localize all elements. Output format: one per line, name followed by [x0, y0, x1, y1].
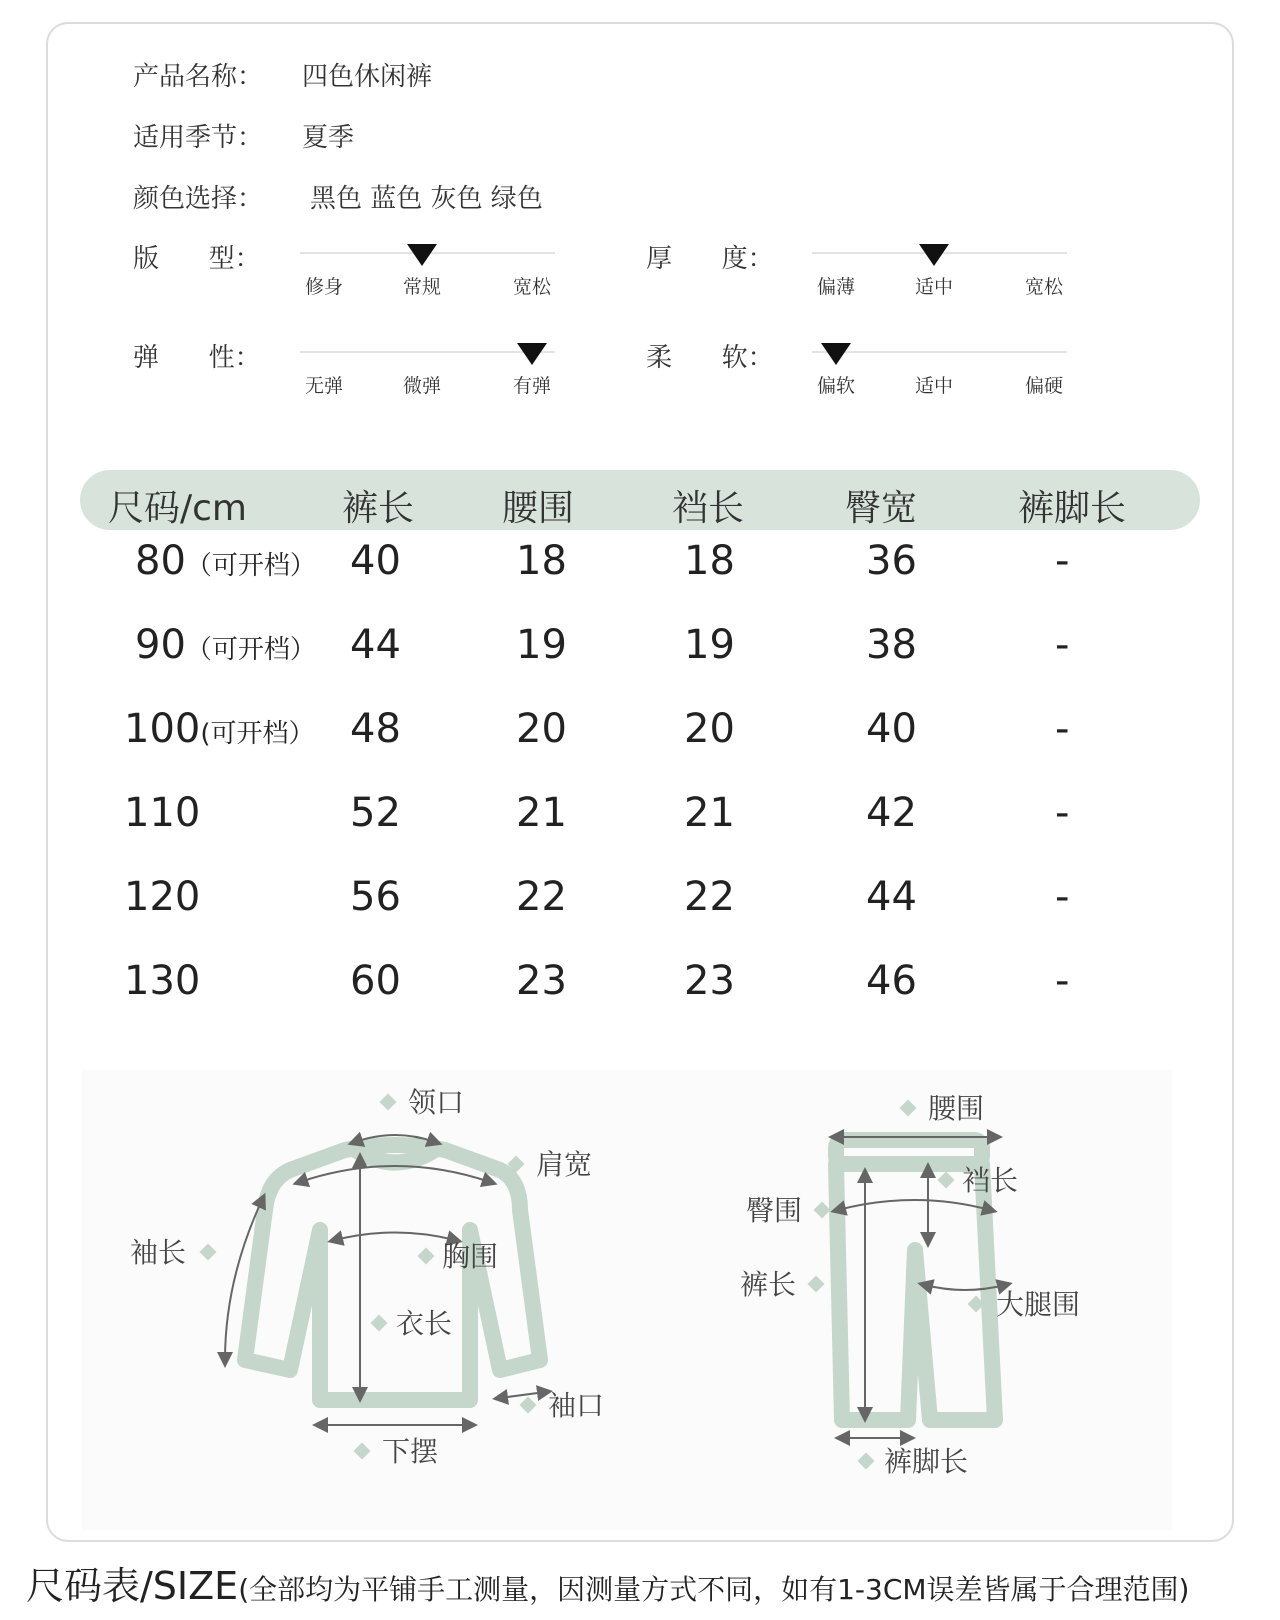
measurement-cell: 52 — [350, 790, 401, 836]
scale-label: 版 型： — [133, 244, 261, 274]
measurement-cell: - — [1055, 538, 1070, 584]
measurement-cell: 44 — [866, 874, 917, 920]
column-header: 裆长 — [672, 488, 745, 529]
measurement-cell: 20 — [516, 706, 567, 752]
measurement-cell: - — [1055, 790, 1070, 836]
scale-option: 宽松 — [512, 276, 552, 298]
label-waist: 腰围 — [928, 1092, 985, 1125]
measurement-cell: 40 — [866, 706, 917, 752]
scale-option: 偏薄 — [816, 276, 856, 298]
label-thigh: 大腿围 — [996, 1288, 1081, 1321]
leg-opening-diamond-icon — [858, 1453, 875, 1470]
measurement-cell: 20 — [684, 706, 735, 752]
label-crotch: 裆长 — [962, 1164, 1019, 1197]
scale-option: 偏硬 — [1024, 375, 1064, 397]
scale-label: 柔 软： — [646, 343, 774, 373]
product-name-value: 四色休闲裤 — [302, 62, 433, 92]
hip-arrow — [838, 1200, 990, 1210]
color-label: 颜色选择： — [133, 184, 264, 214]
label-collar: 领口 — [408, 1086, 465, 1119]
size-value: 90 — [135, 622, 186, 668]
scale-label: 弹 性： — [133, 343, 261, 373]
size-value: 110 — [124, 790, 201, 836]
crotch-diamond-icon — [938, 1172, 955, 1189]
scale-option: 有弹 — [512, 375, 552, 397]
scale-option: 偏软 — [816, 375, 856, 397]
size-value: 130 — [124, 958, 201, 1004]
pants-length-diamond-icon — [808, 1276, 825, 1293]
measurement-cell: 19 — [684, 622, 735, 668]
color-value: 黑色 蓝色 灰色 绿色 — [310, 184, 543, 214]
footer-note: (全部均为平铺手工测量，因测量方式不同，如有1-3CM误差皆属于合理范围) — [238, 1573, 1190, 1606]
measurement-cell: - — [1055, 622, 1070, 668]
column-header: 尺码/cm — [108, 488, 247, 529]
column-header: 裤长 — [342, 488, 415, 529]
label-hem: 下摆 — [382, 1435, 439, 1468]
column-header: 裤脚长 — [1018, 488, 1127, 529]
collar-diamond-icon — [380, 1094, 397, 1111]
measurement-cell: 23 — [684, 958, 735, 1004]
label-chest: 胸围 — [442, 1240, 499, 1273]
hem-diamond-icon — [354, 1443, 371, 1460]
body-length-diamond-icon — [371, 1315, 388, 1332]
label-leg-opening: 裤脚长 — [884, 1445, 969, 1478]
product-name-label: 产品名称： — [133, 62, 264, 92]
scale-option: 常规 — [402, 276, 442, 298]
measurement-cell: 23 — [516, 958, 567, 1004]
scale-option: 宽松 — [1024, 276, 1064, 298]
scale-option: 适中 — [914, 276, 954, 298]
size-note: （可开档） — [185, 635, 316, 665]
size-value: 80 — [135, 538, 186, 584]
measurement-cell: 19 — [516, 622, 567, 668]
label-shoulder: 肩宽 — [536, 1148, 593, 1181]
sleeve-diamond-icon — [200, 1244, 217, 1261]
measurement-cell: 36 — [866, 538, 917, 584]
season-label: 适用季节： — [133, 123, 264, 153]
scale-option: 修身 — [304, 276, 344, 298]
measurement-cell: 44 — [350, 622, 401, 668]
size-value: 120 — [124, 874, 201, 920]
label-body-length: 衣长 — [396, 1307, 453, 1340]
waist-diamond-icon — [900, 1100, 917, 1117]
cuff-diamond-icon — [520, 1397, 537, 1414]
chest-diamond-icon — [418, 1248, 435, 1265]
measurement-cell: 18 — [684, 538, 735, 584]
column-header: 臀宽 — [845, 488, 918, 529]
chest-arrow — [335, 1233, 455, 1241]
size-note: (可开档） — [200, 719, 315, 749]
scale-option: 微弹 — [402, 375, 442, 397]
measurement-cell: 40 — [350, 538, 401, 584]
measurement-cell: 48 — [350, 706, 401, 752]
measurement-cell: 18 — [516, 538, 567, 584]
cuff-arrow — [500, 1392, 545, 1398]
label-cuff: 袖口 — [548, 1389, 605, 1422]
measurement-cell: - — [1055, 958, 1070, 1004]
hip-diamond-icon — [814, 1202, 831, 1219]
label-sleeve-length: 袖长 — [130, 1236, 187, 1269]
measurement-cell: 60 — [350, 958, 401, 1004]
measurement-cell: 22 — [684, 874, 735, 920]
season-value: 夏季 — [302, 123, 355, 153]
column-header: 腰围 — [502, 488, 575, 529]
scale-option: 无弹 — [304, 375, 344, 397]
scale-option: 适中 — [914, 375, 954, 397]
measurement-cell: - — [1055, 706, 1070, 752]
measurement-cell: 21 — [684, 790, 735, 836]
measurement-cell: - — [1055, 874, 1070, 920]
measurement-cell: 38 — [866, 622, 917, 668]
measurement-cell: 21 — [516, 790, 567, 836]
measurement-cell: 42 — [866, 790, 917, 836]
measurement-cell: 22 — [516, 874, 567, 920]
label-pants-length: 裤长 — [740, 1268, 797, 1301]
measurement-cell: 56 — [350, 874, 401, 920]
size-value: 100 — [124, 706, 201, 752]
footer-title: 尺码表/SIZE — [26, 1564, 239, 1608]
measurement-cell: 46 — [866, 958, 917, 1004]
size-note: （可开档） — [185, 551, 316, 581]
label-hip: 臀围 — [746, 1194, 803, 1227]
footer-caption — [26, 1555, 1189, 1610]
scale-label: 厚 度： — [646, 244, 774, 274]
